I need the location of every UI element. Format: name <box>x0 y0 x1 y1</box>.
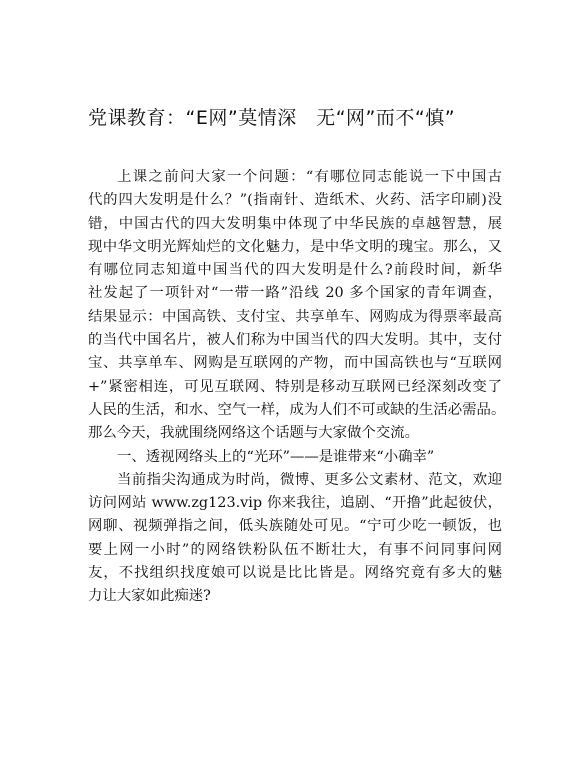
paragraph-line: 宝、共享单车、网购是互联网的产物，而中国高铁也与“互联网 <box>88 355 502 372</box>
section-heading: 一、透视网络头上的“光环”——是谁带来“小确幸” <box>117 448 435 465</box>
paragraph-line: 代的四大发明是什么？”(指南针、造纸术、火药、活字印刷)没 <box>88 192 502 209</box>
paragraph-line: +”紧密相连，可见互联网、特别是移动互联网已经深刻改变了 <box>88 378 502 395</box>
paragraph-line: 结果显示：中国高铁、支付宝、共享单车、网购成为得票率最高 <box>88 308 502 325</box>
paragraph-line: 人民的生活，和水、空气一样，成为人们不可或缺的生活必需品。 <box>88 401 506 418</box>
paragraph-line: 的当代中国名片，被人们称为中国当代的四大发明。其中，支付 <box>88 332 502 349</box>
paragraph-line: 访问网站 www.zg123.vip 你来我往，追剧、“开撸”此起彼伏， <box>88 495 502 512</box>
paragraph-line: 有哪位同志知道中国当代的四大发明是什么?前段时间，新华 <box>88 262 502 279</box>
paragraph-line: 要上网一小时”的网络铁粉队伍不断壮大，有事不问同事问网 <box>88 541 502 558</box>
paragraph-line: 当前指尖沟通成为时尚，微博、更多公文素材、范文，欢迎 <box>117 471 502 488</box>
paragraph-line: 上课之前问大家一个问题：“有哪位同志能说一下中国古 <box>117 169 502 185</box>
document-body <box>88 166 506 609</box>
paragraph-line: 现中华文明光辉灿烂的文化魅力，是中华文明的瑰宝。那么，又 <box>88 238 502 255</box>
paragraph-line: 力让大家如此痴迷? <box>88 588 211 605</box>
paragraph-line: 错，中国古代的四大发明集中体现了中华民族的卓越智慧，展 <box>88 215 502 232</box>
paragraph-line: 社发起了一项针对“一带一路”沿线 20 多个国家的青年调查， <box>88 285 502 302</box>
paragraph-line: 网聊、视频弹指之间，低头族随处可见。“宁可少吃一顿饭，也 <box>88 518 502 535</box>
paragraph-line: 那么今天，我就围绕网络这个话题与大家做个交流。 <box>88 425 419 442</box>
document-title: 党课教育：“E网”莫情深 无“网”而不“慎” <box>88 107 456 129</box>
paragraph-line: 友，不找组织找度娘可以说是比比皆是。网络究竟有多大的魅 <box>88 565 502 582</box>
